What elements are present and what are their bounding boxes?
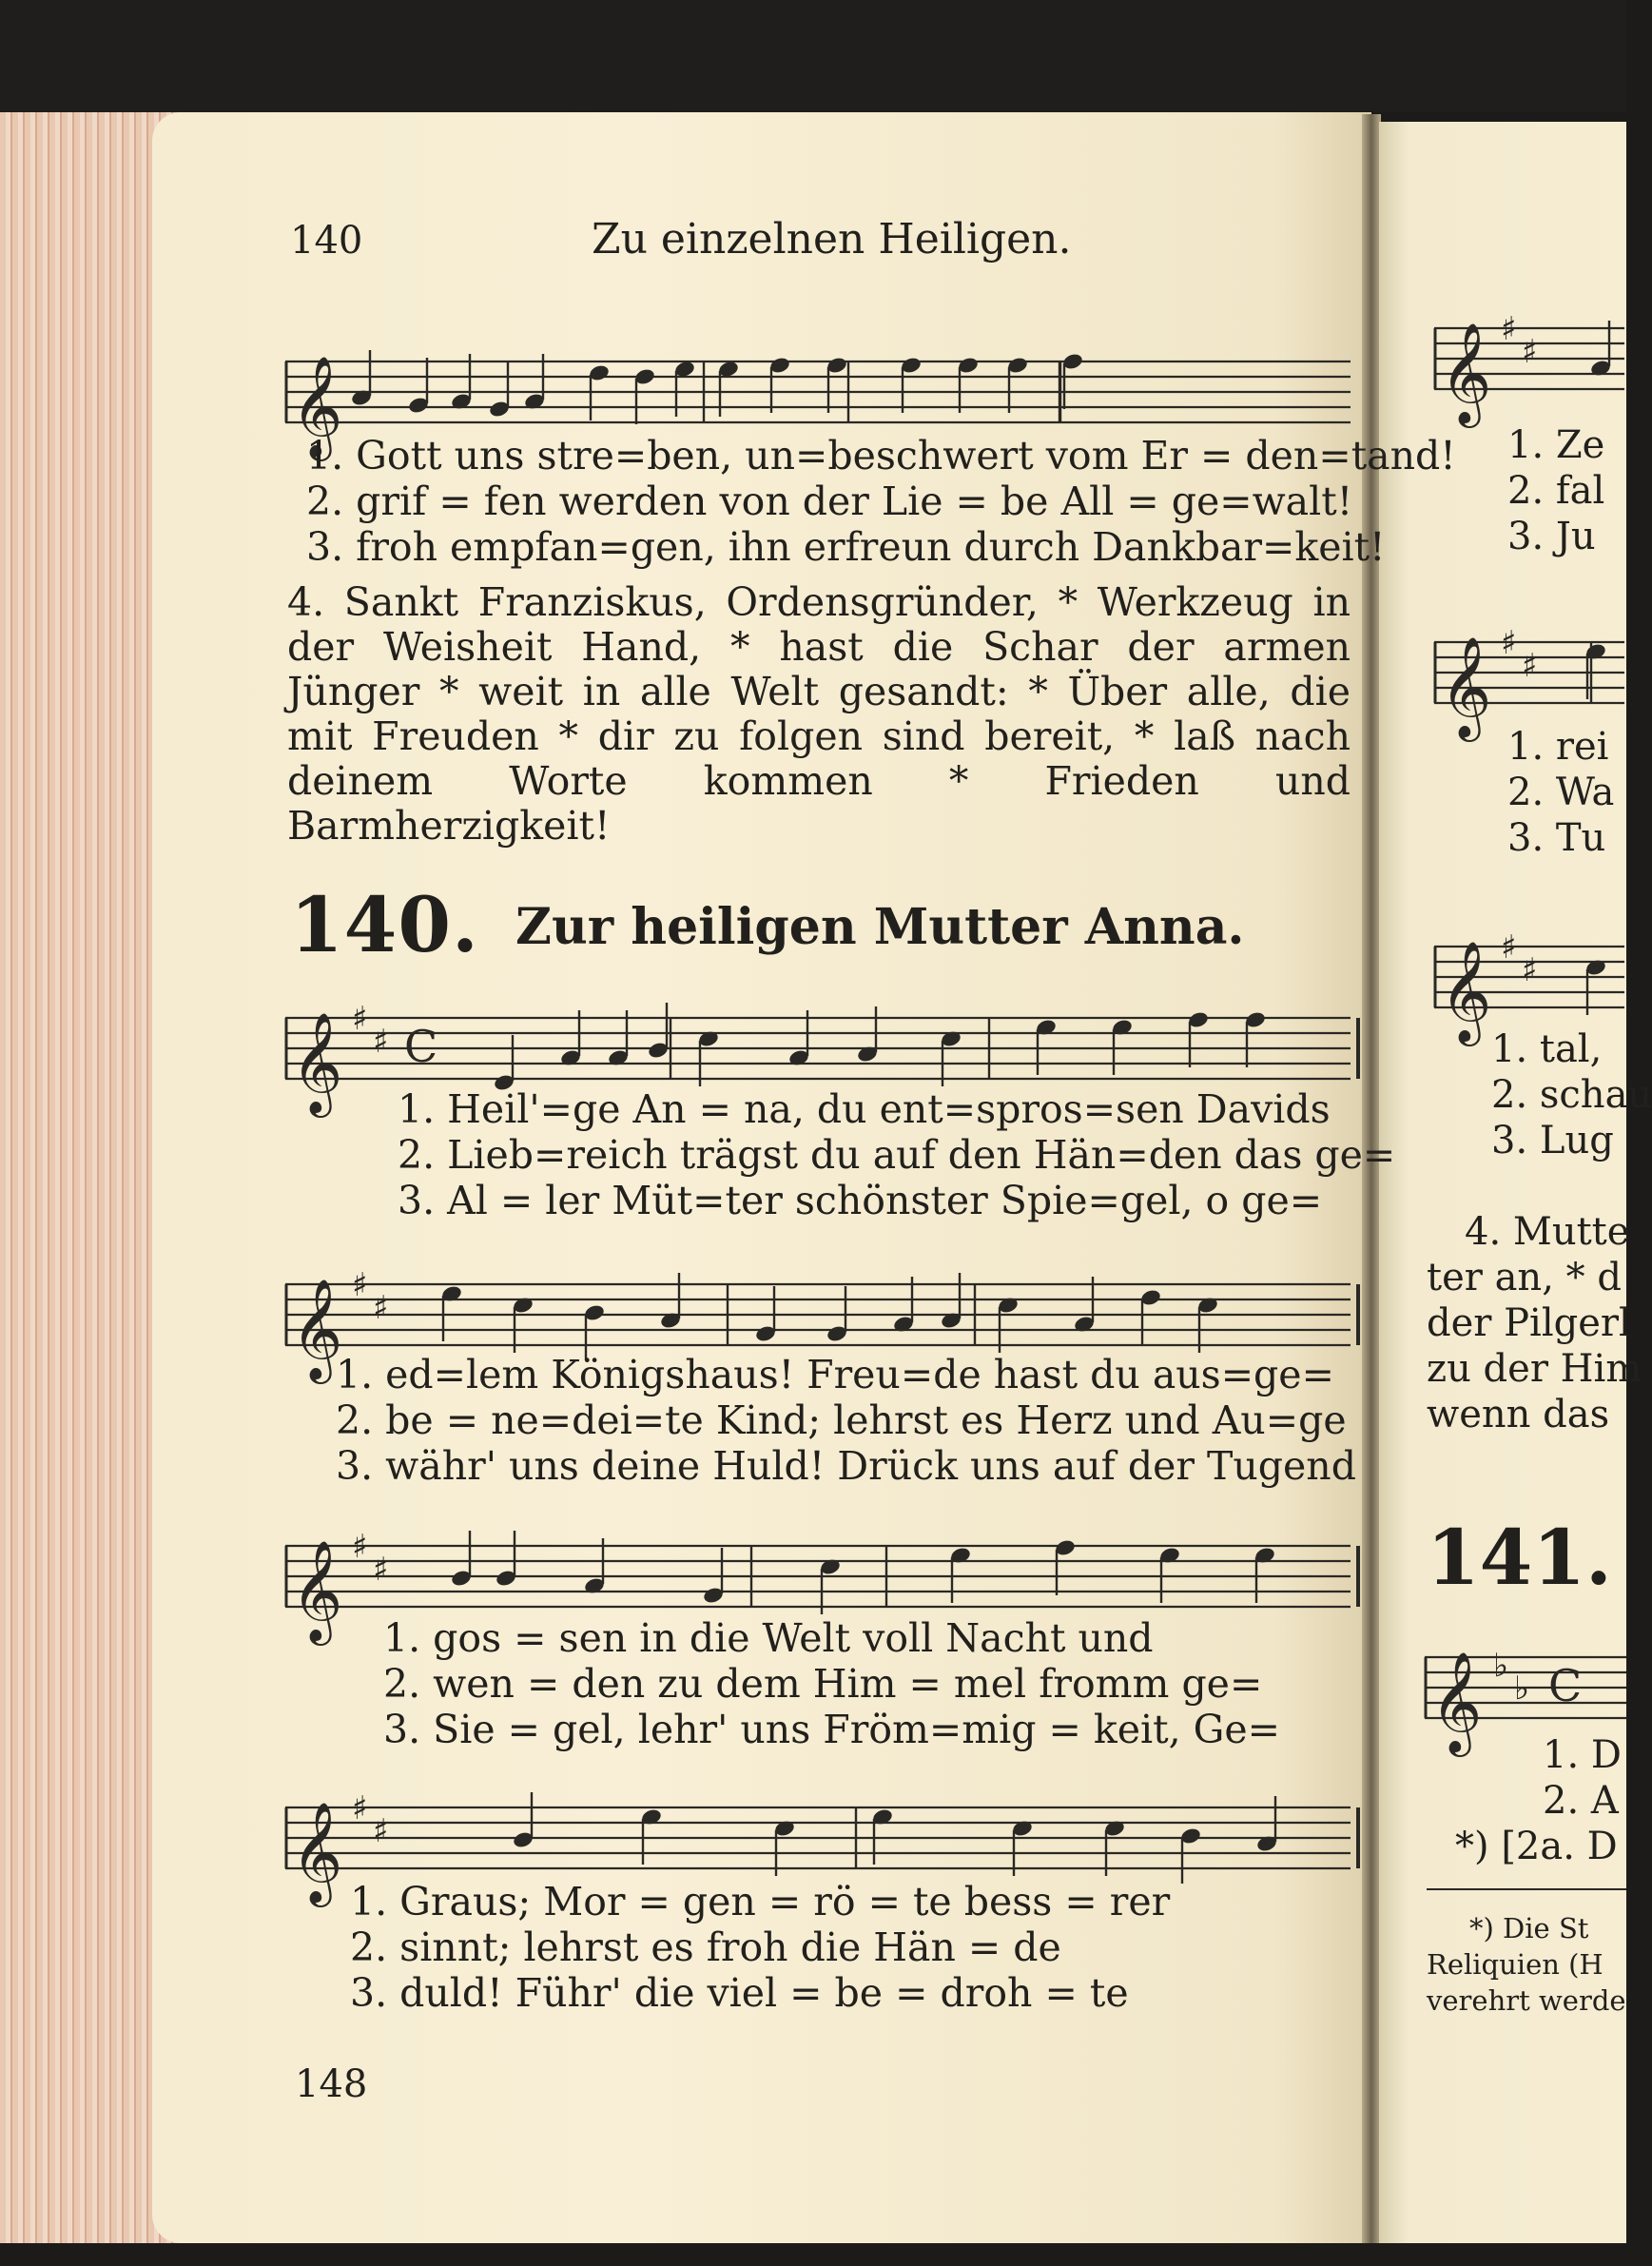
- sharp-icon: ♯: [1522, 647, 1538, 685]
- treble-clef-icon: 𝄞: [1430, 1651, 1483, 1752]
- note-icon: [495, 1531, 517, 1588]
- verse-line: 1. Gott uns stre=ben, un=beschwert vom Er = den=tand!: [306, 433, 1456, 479]
- note-icon: [826, 356, 848, 413]
- note-icon: [768, 356, 791, 413]
- page-number: 148: [295, 2062, 368, 2106]
- running-page-number: 140: [290, 219, 363, 263]
- sharp-icon: ♯: [1522, 951, 1538, 989]
- sharp-icon: ♯: [373, 1289, 389, 1327]
- verse-line: 3. Al = ler Müt=ter schönster Spie=gel, o ge=: [398, 1178, 1323, 1223]
- verse-line: 1. gos = sen in die Welt voll Nacht und: [383, 1615, 1154, 1661]
- note-icon: [647, 1003, 670, 1060]
- note-icon: [640, 1807, 663, 1865]
- note-icon: [1254, 1546, 1276, 1603]
- note-icon: [1179, 1826, 1202, 1884]
- stanza-4-paragraph: 4. Sankt Franziskus, Ordensgründer, * Werkzeug in der Weisheit Hand, * hast die Schar der armen Jünger * weit in alle Welt gesandt: * Über alle, die mit Freuden * dir zu folgen sind bereit, * laß nach deinem Worte kommen * Frieden und Barmherzigkeit!: [287, 579, 1351, 849]
- sharp-icon: ♯: [1501, 624, 1517, 662]
- treble-clef-icon: 𝄞: [291, 1801, 343, 1903]
- note-icon: [1255, 1796, 1278, 1853]
- verse-line: 3. duld! Führ' die viel = be = droh = te: [350, 1970, 1129, 2016]
- treble-clef-icon: 𝄞: [1440, 322, 1492, 423]
- verse-line: 2. wen = den zu dem Him = mel fromm ge=: [383, 1661, 1263, 1707]
- sharp-icon: ♯: [373, 1023, 389, 1061]
- sharp-icon: ♯: [1501, 928, 1517, 967]
- right-music-staff-4: [1425, 1629, 1626, 1752]
- right-verse-line: 1. Ze: [1507, 423, 1605, 467]
- note-icon: [1158, 1546, 1181, 1603]
- verse-line: 2. sinnt; lehrst es froh die Hän = de: [350, 1924, 1061, 1970]
- flat-icon: ♭: [1514, 1670, 1530, 1708]
- note-icon: [1006, 356, 1029, 413]
- right-verse-line: 2. fal: [1507, 469, 1605, 513]
- right-music-staff-2: [1434, 614, 1624, 737]
- note-icon: [1054, 1538, 1077, 1595]
- verse-line: 3. froh empfan=gen, ihn erfreun durch Dankbar=keit!: [306, 524, 1386, 570]
- right-stanza-line: der Pilgerl: [1427, 1301, 1631, 1345]
- note-icon: [488, 361, 511, 419]
- note-icon: [940, 1273, 962, 1330]
- note-icon: [1111, 1018, 1134, 1075]
- right-footnote-line: *) Die St: [1469, 1912, 1589, 1944]
- note-icon: [440, 1284, 463, 1341]
- scan-background-bottom: [0, 2243, 1626, 2266]
- right-verse-line: 1. D: [1543, 1733, 1622, 1777]
- right-music-staff-1: [1434, 300, 1624, 423]
- right-verse-line: 3. Ju: [1507, 515, 1596, 558]
- note-icon: [633, 367, 656, 424]
- note-icon: [450, 1531, 473, 1588]
- note-icon: [407, 358, 430, 415]
- verse-line: 2. be = ne=dei=te Kind; lehrst es Herz und Au=ge: [336, 1397, 1347, 1443]
- note-icon: [856, 1006, 879, 1064]
- sharp-icon: ♯: [1501, 310, 1517, 348]
- note-icon: [1584, 642, 1607, 699]
- right-verse-line: 2. Wa: [1507, 771, 1615, 814]
- footnote-rule: [1427, 1888, 1626, 1890]
- sharp-icon: ♯: [1522, 333, 1538, 371]
- treble-clef-icon: 𝄞: [291, 1539, 343, 1641]
- note-icon: [1244, 1010, 1267, 1067]
- right-verse-line: 1. tal,: [1491, 1027, 1603, 1071]
- common-time-icon: C: [404, 1021, 438, 1072]
- note-icon: [957, 356, 980, 413]
- sharp-icon: ♯: [373, 1551, 389, 1589]
- right-verse-line: 1. rei: [1507, 725, 1609, 769]
- right-stanza-line: wenn das: [1427, 1393, 1610, 1436]
- running-header-title: Zu einzelnen Heiligen.: [592, 215, 1072, 264]
- verse-line: 1. ed=lem Königshaus! Freu=de hast du aus=ge=: [336, 1352, 1334, 1397]
- treble-clef-icon: 𝄞: [291, 355, 343, 457]
- flat-icon: ♭: [1493, 1647, 1509, 1685]
- right-hymn-number: 141.: [1427, 1513, 1612, 1602]
- right-verse-line: 3. Tu: [1507, 816, 1606, 860]
- sharp-icon: ♯: [352, 1789, 368, 1827]
- verse-line: 1. Graus; Mor = gen = rö = te bess = rer: [350, 1879, 1171, 1924]
- scan-background-top: [0, 0, 1626, 112]
- note-icon: [871, 1807, 894, 1865]
- treble-clef-icon: 𝄞: [291, 1278, 343, 1379]
- note-icon: [1061, 352, 1084, 409]
- right-stanza-line: 4. Mutte: [1465, 1210, 1630, 1254]
- hymn-title: Zur heiligen Mutter Anna.: [515, 898, 1245, 956]
- verse-line: 1. Heil'=ge An = na, du ent=spros=sen Davids: [398, 1086, 1331, 1132]
- sharp-icon: ♯: [352, 1266, 368, 1304]
- note-icon: [350, 350, 373, 407]
- verse-line: 2. grif = fen werden von der Lie = be All = ge=walt!: [306, 479, 1353, 524]
- sharp-icon: ♯: [352, 1528, 368, 1566]
- common-time-icon: C: [1548, 1660, 1583, 1711]
- note-icon: [900, 356, 923, 413]
- right-stanza-line: zu der Him: [1427, 1347, 1642, 1391]
- sharp-icon: ♯: [352, 1000, 368, 1038]
- note-icon: [1139, 1288, 1162, 1345]
- verse-line: 3. Sie = gel, lehr' uns Fröm=mig = keit, Ge=: [383, 1707, 1281, 1752]
- note-icon: [659, 1273, 682, 1330]
- right-footnote-line: verehrt werde: [1427, 1984, 1626, 2017]
- music-staff-top: [285, 333, 1351, 457]
- treble-clef-icon: 𝄞: [1440, 940, 1492, 1042]
- note-icon: [1187, 1010, 1210, 1067]
- right-verse-line: *) [2a. D: [1455, 1825, 1618, 1868]
- sharp-icon: ♯: [373, 1812, 389, 1850]
- verse-line: 2. Lieb=reich trägst du auf den Hän=den das ge=: [398, 1132, 1396, 1178]
- right-footnote-line: Reliquien (H: [1427, 1948, 1603, 1981]
- right-verse-line: 2. schau: [1491, 1073, 1652, 1117]
- note-icon: [512, 1792, 534, 1849]
- treble-clef-icon: 𝄞: [291, 1011, 343, 1113]
- right-verse-line: 2. A: [1543, 1779, 1619, 1823]
- right-stanza-line: ter an, * d: [1427, 1256, 1622, 1299]
- verse-line: 3. währ' uns deine Huld! Drück uns auf der Tugend: [336, 1443, 1356, 1489]
- right-music-staff-3: [1434, 918, 1624, 1042]
- right-verse-line: 3. Lug: [1491, 1119, 1614, 1162]
- note-icon: [1035, 1018, 1058, 1075]
- hymn-number: 140.: [290, 880, 479, 969]
- note-icon: [949, 1546, 972, 1603]
- treble-clef-icon: 𝄞: [1440, 635, 1492, 737]
